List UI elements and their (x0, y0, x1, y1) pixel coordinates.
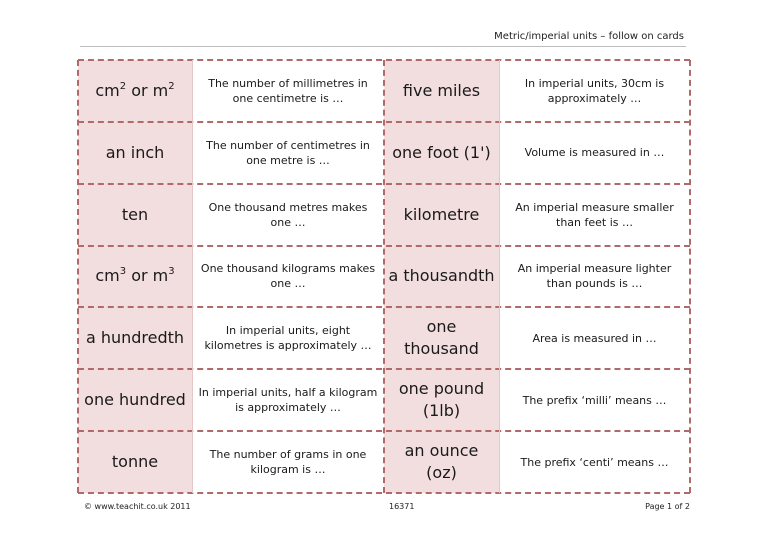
term-label: one foot (1') (392, 142, 491, 162)
term-label: an inch (105, 142, 165, 162)
term-text (86, 327, 184, 349)
clue-text: An imperial measure lighter than pounds is … (517, 262, 672, 291)
term-label: a hundredth (85, 328, 185, 348)
term-text (404, 204, 480, 226)
superscript: 3 (119, 266, 127, 278)
term-card (78, 60, 192, 122)
term-label-mid: or m (126, 266, 169, 286)
card-grid (78, 60, 690, 493)
footer-page: Page 1 of 2 (645, 502, 690, 511)
term-card (384, 246, 499, 308)
term-card (384, 369, 499, 431)
term-card (78, 246, 192, 308)
term-card (384, 307, 499, 369)
term-label: cm (95, 80, 120, 100)
superscript: 2 (119, 80, 127, 92)
clue-card (192, 60, 384, 122)
term-label: cm (95, 266, 120, 286)
term-text (112, 451, 158, 473)
clue-text: Area is measured in … (532, 331, 657, 345)
clue-text: An imperial measure smaller than feet is … (515, 200, 674, 229)
term-text (95, 80, 174, 102)
clue-text: The number of millimetres in one centimetre is … (208, 76, 368, 105)
header-title: Metric/imperial units – follow on cards (494, 31, 684, 42)
clue-card (499, 184, 690, 246)
clue-text: One thousand kilograms makes one … (200, 262, 376, 291)
clue-text: Volume is measured in … (524, 146, 665, 160)
clue-card (192, 122, 384, 184)
term-text (95, 265, 174, 287)
clue-card (192, 246, 384, 308)
term-label: one pound (1lb) (398, 379, 485, 421)
clue-text: In imperial units, eight kilometres is approximately … (204, 324, 372, 353)
term-label: ten (121, 204, 149, 224)
term-text (388, 265, 494, 287)
cut-line-vertical (689, 60, 691, 493)
term-card (78, 369, 192, 431)
term-label-mid: or m (126, 80, 169, 100)
cut-line-vertical (77, 60, 79, 493)
term-label: tonne (111, 452, 159, 472)
term-label: kilometre (403, 204, 480, 224)
term-card (78, 307, 192, 369)
term-card (78, 184, 192, 246)
clue-text: In imperial units, half a kilogram is approximately … (198, 386, 378, 415)
footer-code: 16371 (389, 502, 415, 511)
clue-card (499, 307, 690, 369)
term-text (84, 389, 186, 411)
term-text (388, 440, 495, 484)
clue-card (499, 431, 690, 493)
term-card (78, 431, 192, 493)
clue-card (499, 60, 690, 122)
clue-card (499, 122, 690, 184)
footer-copyright: © www.teachit.co.uk 2011 (84, 502, 191, 511)
term-text (388, 316, 495, 360)
clue-text: In imperial units, 30cm is approximately … (524, 76, 665, 105)
clue-text: The prefix ‘centi’ means … (520, 455, 669, 469)
term-label: a thousandth (388, 266, 495, 286)
term-card (384, 122, 499, 184)
term-card (384, 60, 499, 122)
term-card (384, 431, 499, 493)
term-text (403, 80, 480, 102)
clue-card (192, 431, 384, 493)
term-card (384, 184, 499, 246)
term-text (122, 204, 148, 226)
term-label: an ounce (oz) (404, 441, 479, 483)
clue-text: The prefix ‘milli’ means … (522, 393, 667, 407)
superscript: 2 (168, 80, 175, 92)
clue-card (499, 246, 690, 308)
superscript: 3 (168, 266, 175, 278)
term-label: five miles (402, 80, 481, 100)
term-text (392, 142, 491, 164)
clue-card (192, 184, 384, 246)
cut-line-vertical (383, 60, 385, 493)
term-label: one thousand (404, 317, 479, 359)
clue-text: The number of grams in one kilogram is … (209, 448, 367, 477)
clue-card (499, 369, 690, 431)
clue-text: One thousand metres makes one … (208, 200, 368, 229)
term-text (388, 378, 495, 422)
term-text (106, 142, 165, 164)
header-rule (80, 46, 686, 47)
clue-text: The number of centimetres in one metre is … (206, 138, 370, 167)
clue-card (192, 369, 384, 431)
term-label: one hundred (84, 390, 186, 410)
fold-line (192, 60, 193, 493)
fold-line (499, 60, 500, 493)
clue-card (192, 307, 384, 369)
term-card (78, 122, 192, 184)
